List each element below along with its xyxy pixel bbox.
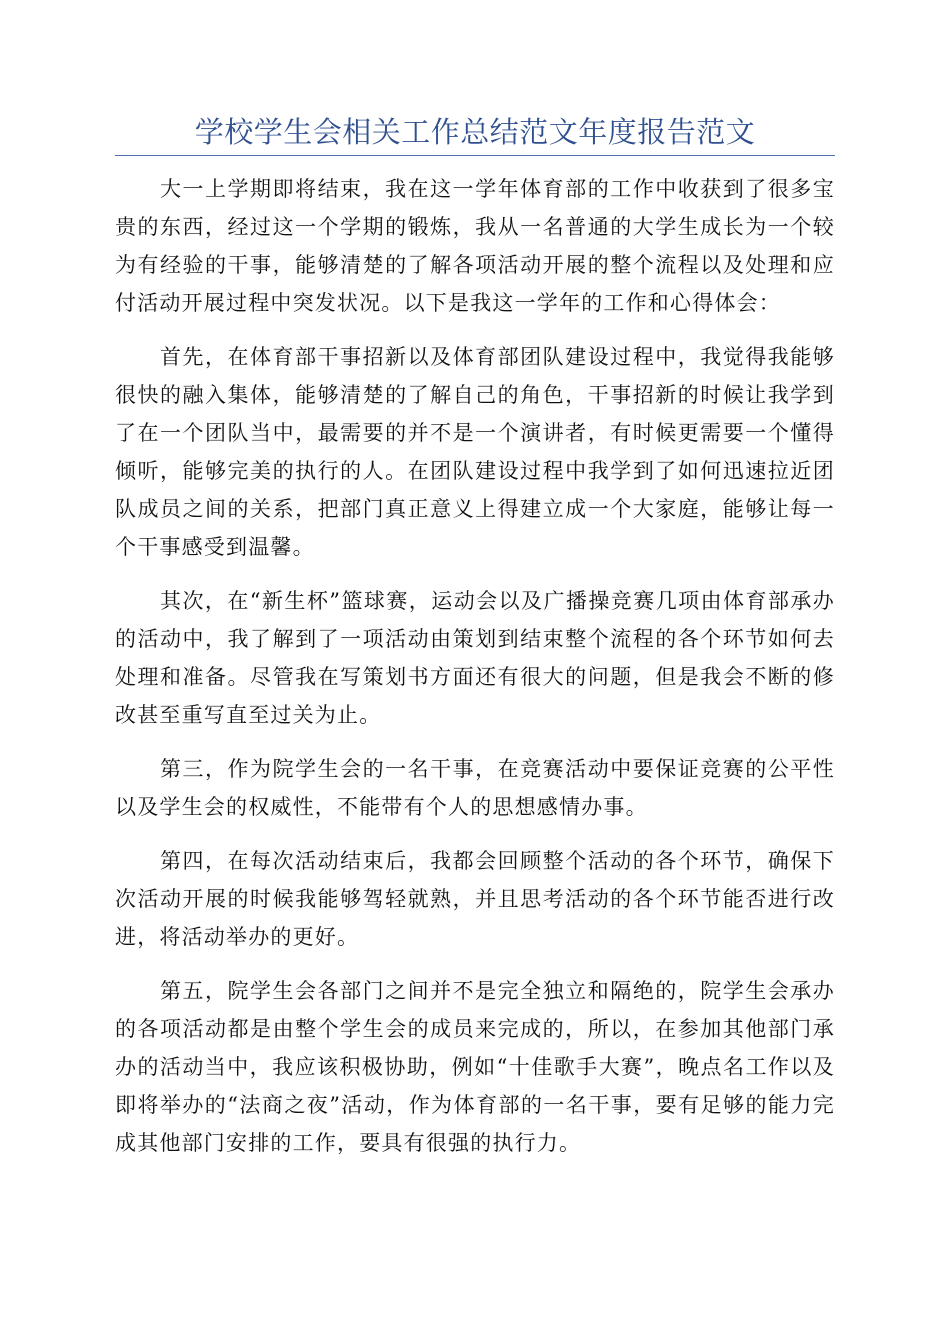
document-title: 学校学生会相关工作总结范文年度报告范文: [194, 115, 756, 149]
paragraph-intro: 大一上学期即将结束，我在这一学年体育部的工作中收获到了很多宝贵的东西，经过这一个学期的锻炼，我从一名普通的大学生成长为一个较为有经验的干事，能够清楚的了解各项活动开展的整个流程以及处理和应付活动开展过程中突发状况。以下是我这一学年的工作和心得体会：: [115, 177, 835, 315]
paragraph-third: 第三，作为院学生会的一名干事，在竞赛活动中要保证竞赛的公平性以及学生会的权威性，不能带有个人的思想感情办事。: [115, 757, 835, 819]
paragraph-fifth: 第五，院学生会各部门之间并不是完全独立和隔绝的，院学生会承办的各项活动都是由整个学生会的成员来完成的，所以，在参加其他部门承办的活动当中，我应该积极协助，例如“十佳歌手大赛”，晚点名工作以及即将举办的“法商之夜”活动，作为体育部的一名干事，要有足够的能力完成其他部门安排的工作，要具有很强的执行力。: [115, 979, 835, 1155]
paragraph-second: 其次，在“新生杯”篮球赛，运动会以及广播操竞赛几项由体育部承办的活动中，我了解到了一项活动由策划到结束整个流程的各个环节如何去处理和准备。尽管我在写策划书方面还有很大的问题，但是我会不断的修改甚至重写直至过关为止。: [115, 589, 835, 727]
paragraph-first: 首先，在体育部干事招新以及体育部团队建设过程中，我觉得我能够很快的融入集体，能够清楚的了解自己的角色，干事招新的时候让我学到了在一个团队当中，最需要的并不是一个演讲者，有时候更需要一个懂得倾听，能够完美的执行的人。在团队建设过程中我学到了如何迅速拉近团队成员之间的关系，把部门真正意义上得建立成一个大家庭，能够让每一个干事感受到温馨。: [115, 345, 835, 559]
title-underline: [115, 155, 835, 156]
document-body: [115, 170, 835, 1178]
paragraph-fourth: 第四，在每次活动结束后，我都会回顾整个活动的各个环节，确保下次活动开展的时候我能够驾轻就熟，并且思考活动的各个环节能否进行改进，将活动举办的更好。: [115, 849, 835, 949]
